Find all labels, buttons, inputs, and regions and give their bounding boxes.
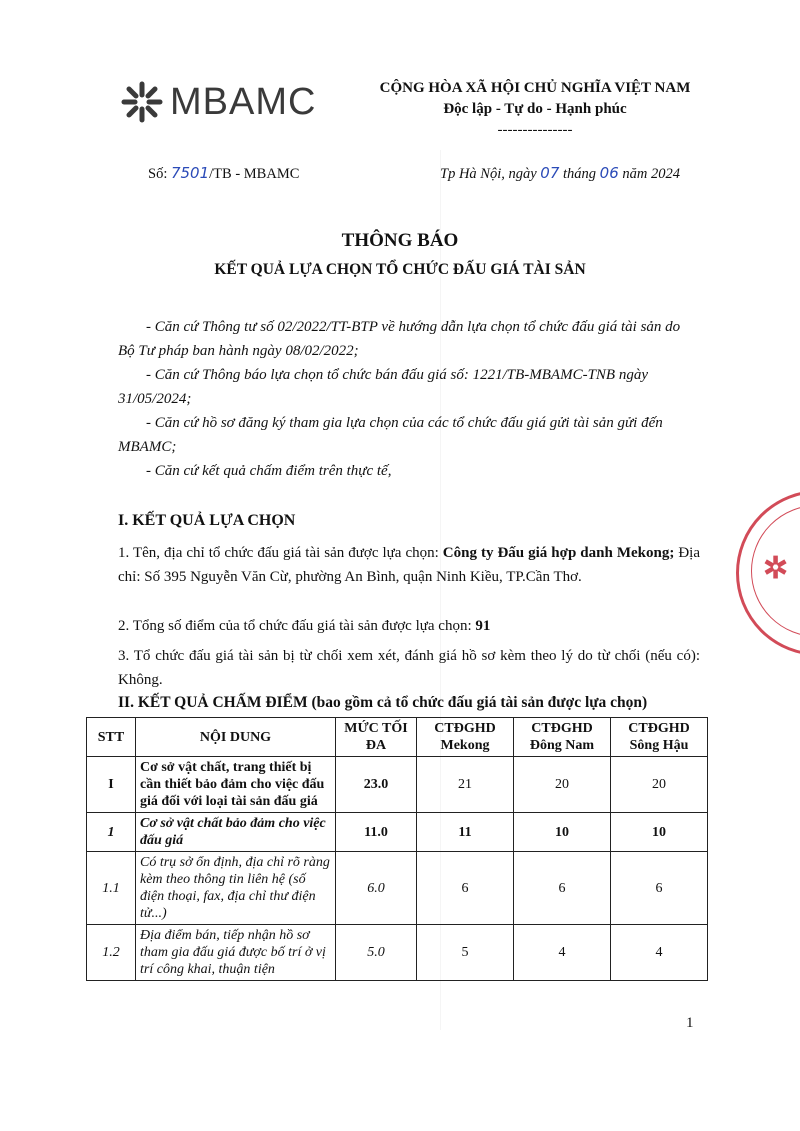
col-dongnam: CTĐGHD Đông Nam bbox=[514, 718, 611, 757]
rejected-org-line: 3. Tổ chức đấu giá tài sản bị từ chối xem xét, đánh giá hồ sơ kèm theo lý do từ chối (nếu có): Không. bbox=[118, 648, 700, 688]
score-table bbox=[86, 717, 708, 981]
table-header-row bbox=[87, 718, 708, 757]
table-row: I Cơ sở vật chất, trang thiết bị cần thiết bảo đảm cho việc đấu giá đối với loại tài sản đấu giá 23.0 21 20 20 bbox=[87, 757, 708, 813]
section-2-heading: II. KẾT QUẢ CHẤM ĐIỂM (bao gồm cả tổ chức đấu giá tài sản được lựa chọn) bbox=[118, 694, 648, 711]
date-line: Tp Hà Nội, ngày 07 tháng 06 năm 2024 bbox=[440, 164, 680, 182]
total-score-value: 91 bbox=[475, 618, 491, 634]
document-subtitle: KẾT QUẢ LỰA CHỌN TỔ CHỨC ĐẤU GIÁ TÀI SẢN bbox=[214, 261, 586, 278]
company-logo bbox=[118, 78, 316, 126]
col-mekong: CTĐGHD Mekong bbox=[417, 718, 514, 757]
nation-line-2: Độc lập - Tự do - Hạnh phúc bbox=[443, 101, 627, 117]
col-max: MỨC TỐI ĐA bbox=[336, 718, 417, 757]
page-number: 1 bbox=[686, 1015, 694, 1031]
legal-basis-1: - Căn cứ Thông tư số 02/2022/TT-BTP về hướng dẫn lựa chọn tổ chức đấu giá tài sản do Bộ Tư pháp ban hành ngày 08/02/2022; bbox=[118, 319, 681, 359]
national-motto bbox=[360, 78, 710, 141]
document-title: THÔNG BÁO bbox=[341, 230, 459, 251]
selected-org-name: Công ty Đấu giá hợp danh Mekong; bbox=[442, 545, 675, 561]
handwritten-number: 7501 bbox=[170, 164, 210, 182]
mbamc-star-icon bbox=[118, 78, 166, 126]
col-stt: STT bbox=[87, 718, 136, 757]
red-seal-stamp bbox=[736, 490, 800, 656]
nation-line-1: CỘNG HÒA XÃ HỘI CHỦ NGHĨA VIỆT NAM bbox=[379, 80, 691, 96]
legal-basis-4: - Căn cứ kết quả chấm điểm trên thực tế, bbox=[146, 463, 392, 479]
col-songhau: CTĐGHD Sông Hậu bbox=[611, 718, 708, 757]
legal-basis-3: - Căn cứ hồ sơ đăng ký tham gia lựa chọn của các tổ chức đấu giá gửi tài sản gửi đến MBAMC; bbox=[118, 415, 663, 455]
seal-star-icon: ✲ bbox=[763, 552, 789, 585]
col-content: NỘI DUNG bbox=[136, 718, 336, 757]
section-1-heading: I. KẾT QUẢ LỰA CHỌN bbox=[118, 512, 296, 529]
nation-rule: --------------- bbox=[497, 122, 573, 138]
handwritten-day: 07 bbox=[540, 164, 560, 182]
handwritten-month: 06 bbox=[599, 164, 619, 182]
selected-org-info: 1. Tên, địa chỉ tổ chức đấu giá tài sản được lựa chọn: Công ty Đấu giá hợp danh Mekong; Địa chỉ: Số 395 Nguyễn Văn Cừ, phường An Bình, quận Ninh Kiều, TP.Cần Thơ. bbox=[118, 545, 700, 585]
legal-basis-2: - Căn cứ Thông báo lựa chọn tổ chức bán đấu giá số: 1221/TB-MBAMC-TNB ngày 31/05/2024; bbox=[118, 367, 649, 407]
total-score-line: 2. Tổng số điểm của tổ chức đấu giá tài sản được lựa chọn: 91 bbox=[118, 618, 491, 634]
document-number: Số: 7501/TB - MBAMC bbox=[148, 164, 300, 182]
table-row: 1 Cơ sở vật chất bảo đảm cho việc đấu giá 11.0 11 10 10 bbox=[87, 813, 708, 852]
table-row: 1.1 Có trụ sở ổn định, địa chỉ rõ ràng kèm theo thông tin liên hệ (số điện thoại, fax, địa chỉ thư điện tử...) 6.0 6 6 6 bbox=[87, 852, 708, 925]
table-row: 1.2 Địa điểm bán, tiếp nhận hồ sơ tham gia đấu giá được bố trí ở vị trí công khai, thuận tiện 5.0 5 4 4 bbox=[87, 925, 708, 981]
logo-text: MBAMC bbox=[170, 80, 317, 123]
